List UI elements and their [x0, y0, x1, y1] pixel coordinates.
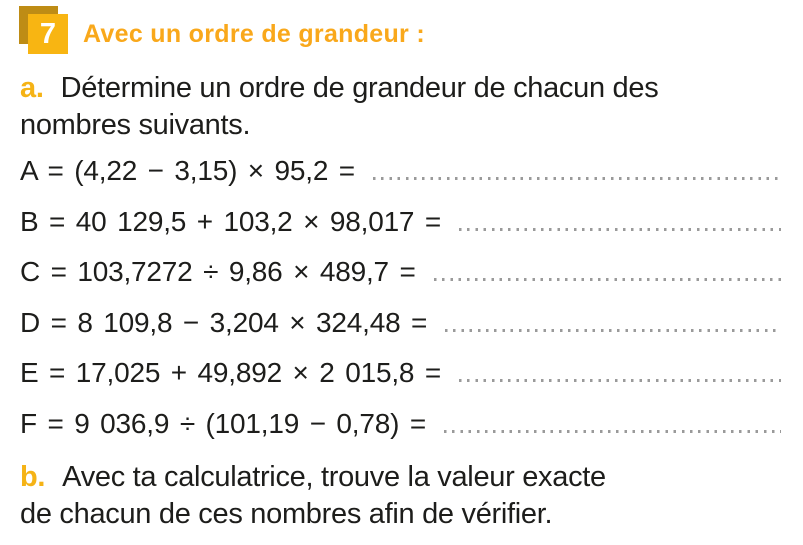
question-a-text-line2: nombres suivants.: [20, 109, 251, 141]
question-a: [20, 70, 790, 144]
equation-a-answer-blank: [373, 177, 781, 180]
equation-e-answer-blank: [459, 379, 781, 382]
equation-d-expression: D = 8 109,8 − 3,204 × 324,48 =: [20, 306, 428, 338]
equation-row: [20, 348, 781, 399]
equation-d-answer-blank: [445, 329, 781, 332]
question-b-text-line1: Avec ta calculatrice, trouve la valeur exacte: [62, 461, 606, 493]
question-b: [20, 459, 790, 533]
exercise-header: [19, 6, 425, 55]
exercise-title: Avec un ordre de grandeur :: [83, 20, 425, 48]
equation-b-expression: B = 40 129,5 + 103,2 × 98,017 =: [20, 205, 442, 237]
question-a-label: a.: [20, 72, 44, 104]
exercise-number: 7: [28, 14, 68, 54]
question-b-text-line2: de chacun de ces nombres afin de vérifier.: [20, 498, 553, 530]
equation-e-expression: E = 17,025 + 49,892 × 2 015,8 =: [20, 357, 442, 388]
equation-c-expression: C = 103,7272 ÷ 9,86 × 489,7 =: [20, 256, 416, 287]
equations-list: [20, 146, 781, 449]
equation-f-expression: F = 9 036,9 ÷ (101,19 − 0,78) =: [20, 407, 426, 439]
equation-row: [20, 146, 781, 197]
equation-row: [20, 298, 781, 349]
equation-f-answer-blank: [444, 430, 781, 433]
equation-b-answer-blank: [459, 228, 781, 231]
equation-row: [20, 197, 781, 248]
equation-row: [20, 399, 781, 450]
equation-c-answer-blank: [434, 278, 781, 281]
equation-row: [20, 247, 781, 298]
question-b-label: b.: [20, 461, 46, 493]
exercise-number-box: [19, 6, 69, 55]
question-a-text-line1: Détermine un ordre de grandeur de chacun des: [60, 72, 659, 104]
equation-a-expression: A = (4,22 − 3,15) × 95,2 =: [20, 155, 355, 186]
